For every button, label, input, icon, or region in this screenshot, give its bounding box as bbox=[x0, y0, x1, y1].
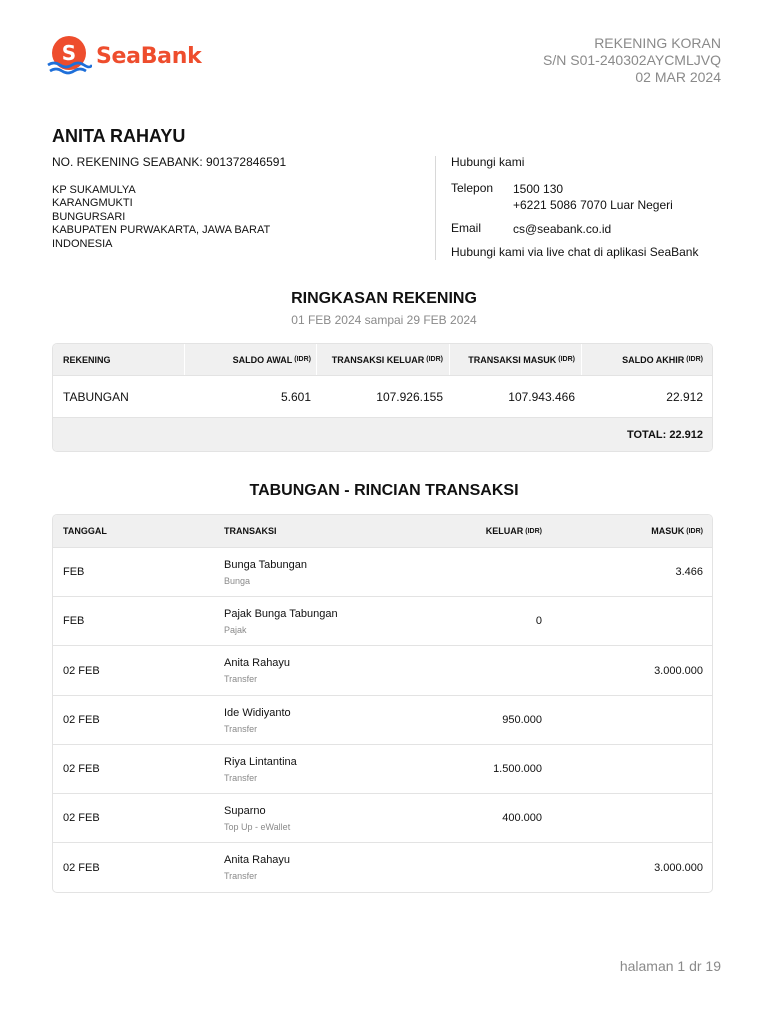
header-account: REKENING bbox=[63, 354, 111, 365]
email-link[interactable]: cs@seabank.co.id bbox=[513, 222, 612, 236]
summary-outgoing: 107.926.155 bbox=[376, 389, 443, 404]
seabank-logo-icon bbox=[46, 34, 92, 78]
transaction-row bbox=[53, 597, 712, 646]
transaction-type: Transfer bbox=[224, 772, 258, 783]
transaction-type: Transfer bbox=[224, 871, 258, 881]
transaction-in: 3.466 bbox=[675, 566, 703, 578]
transactions-header-row bbox=[53, 515, 712, 548]
email-label: Email bbox=[451, 221, 482, 235]
account-holder-name: ANITA RAHAYU bbox=[52, 126, 186, 146]
summary-total-row bbox=[53, 418, 712, 451]
transaction-in: 3.000.000 bbox=[654, 861, 703, 874]
address-line: KARANGMUKTI bbox=[52, 197, 133, 210]
transaction-desc bbox=[224, 745, 297, 793]
transaction-out: 400.000 bbox=[502, 812, 542, 824]
transaction-name: Ide Widiyanto bbox=[224, 706, 291, 719]
summary-period: 01 FEB 2024 sampai 29 FEB 2024 bbox=[291, 313, 477, 327]
transaction-desc bbox=[224, 548, 307, 596]
transaction-date: 02 FEB bbox=[63, 664, 100, 677]
transaction-name: Anita Rahayu bbox=[224, 657, 291, 669]
header-opening-balance: SALDO AWAL (IDR) bbox=[232, 354, 311, 365]
transaction-date: FEB bbox=[63, 566, 85, 578]
transaction-out: 950.000 bbox=[502, 714, 542, 726]
summary-closing: 22.912 bbox=[666, 389, 703, 404]
transaction-in bbox=[553, 745, 703, 793]
transactions-table bbox=[52, 514, 713, 893]
transaction-type: Bunga bbox=[224, 575, 251, 586]
address-line: INDONESIA bbox=[52, 237, 113, 250]
holder-address bbox=[52, 184, 270, 251]
transaction-desc bbox=[224, 843, 290, 892]
transaction-date: 02 FEB bbox=[63, 861, 100, 874]
transaction-out: 0 bbox=[535, 615, 542, 627]
transaction-row bbox=[53, 646, 712, 696]
phone-values[interactable] bbox=[513, 181, 673, 213]
header-transaction: TRANSAKSI bbox=[224, 526, 277, 536]
transaction-in bbox=[553, 696, 703, 744]
transaction-row bbox=[53, 548, 712, 597]
summary-header-row bbox=[53, 344, 712, 376]
header-out: KELUAR (IDR) bbox=[485, 526, 542, 536]
transaction-row bbox=[53, 745, 712, 794]
transaction-row bbox=[53, 794, 712, 843]
transaction-date: 02 FEB bbox=[63, 714, 100, 726]
account-number: NO. REKENING SEABANK: 901372846591 bbox=[52, 155, 287, 169]
phone-number[interactable]: 1500 130 bbox=[513, 182, 564, 196]
document-serial: S/N S01-240302AYCMLJVQ bbox=[543, 52, 721, 68]
document-meta bbox=[543, 35, 721, 86]
document-type: REKENING KORAN bbox=[594, 35, 721, 51]
transaction-row bbox=[53, 696, 712, 745]
transaction-out bbox=[393, 646, 542, 695]
transaction-name: Suparno bbox=[224, 804, 266, 817]
document-date: 02 MAR 2024 bbox=[635, 69, 721, 85]
logo-wordmark: SeaBank bbox=[96, 43, 202, 69]
transaction-date: 02 FEB bbox=[63, 812, 100, 824]
header-incoming: TRANSAKSI MASUK (IDR) bbox=[468, 354, 575, 365]
transaction-type: Pajak bbox=[224, 624, 247, 635]
summary-title: RINGKASAN REKENING bbox=[291, 290, 477, 307]
transaction-name: Riya Lintantina bbox=[224, 755, 297, 768]
header-outgoing: TRANSAKSI KELUAR (IDR) bbox=[331, 354, 443, 365]
transaction-date: 02 FEB bbox=[63, 763, 100, 775]
transaction-name: Bunga Tabungan bbox=[224, 558, 307, 571]
logo-letter: S bbox=[61, 41, 77, 65]
transaction-desc bbox=[224, 794, 290, 842]
transaction-row bbox=[53, 843, 712, 892]
phone-label: Telepon bbox=[451, 181, 494, 195]
transaction-out bbox=[393, 843, 542, 892]
transaction-type: Transfer bbox=[224, 723, 258, 734]
address-line: KABUPATEN PURWAKARTA, JAWA BARAT bbox=[52, 224, 271, 237]
page-number: halaman 1 dr 19 bbox=[619, 958, 721, 974]
transaction-in: 3.000.000 bbox=[654, 664, 703, 677]
header-in: MASUK (IDR) bbox=[651, 526, 703, 536]
summary-row bbox=[53, 376, 712, 418]
transaction-in bbox=[553, 597, 703, 645]
transaction-name: Anita Rahayu bbox=[224, 854, 291, 866]
transaction-desc bbox=[224, 646, 290, 695]
transaction-date: FEB bbox=[63, 615, 85, 627]
phone-number-international[interactable]: +6221 5086 7070 Luar Negeri bbox=[513, 198, 673, 212]
header-date: TANGGAL bbox=[63, 526, 107, 536]
transaction-out bbox=[393, 548, 542, 596]
transactions-title: TABUNGAN - RINCIAN TRANSAKSI bbox=[249, 482, 519, 499]
summary-total: TOTAL: 22.912 bbox=[626, 428, 703, 441]
summary-opening: 5.601 bbox=[280, 389, 311, 404]
address-line: KP SUKAMULYA bbox=[52, 184, 136, 196]
seabank-logo bbox=[46, 34, 201, 78]
vertical-divider bbox=[435, 156, 436, 260]
transaction-out: 1.500.000 bbox=[493, 763, 542, 775]
transaction-in bbox=[553, 794, 703, 842]
summary-incoming: 107.943.466 bbox=[508, 389, 575, 404]
transaction-type: Top Up - eWallet bbox=[224, 821, 291, 832]
transaction-type: Transfer bbox=[224, 674, 258, 684]
transaction-name: Pajak Bunga Tabungan bbox=[224, 607, 338, 620]
header-closing-balance: SALDO AKHIR (IDR) bbox=[622, 354, 703, 365]
summary-table bbox=[52, 343, 713, 452]
transaction-desc bbox=[224, 696, 291, 744]
summary-account: TABUNGAN bbox=[63, 389, 129, 404]
address-line: BUNGURSARI bbox=[52, 210, 126, 223]
transaction-desc bbox=[224, 597, 338, 645]
